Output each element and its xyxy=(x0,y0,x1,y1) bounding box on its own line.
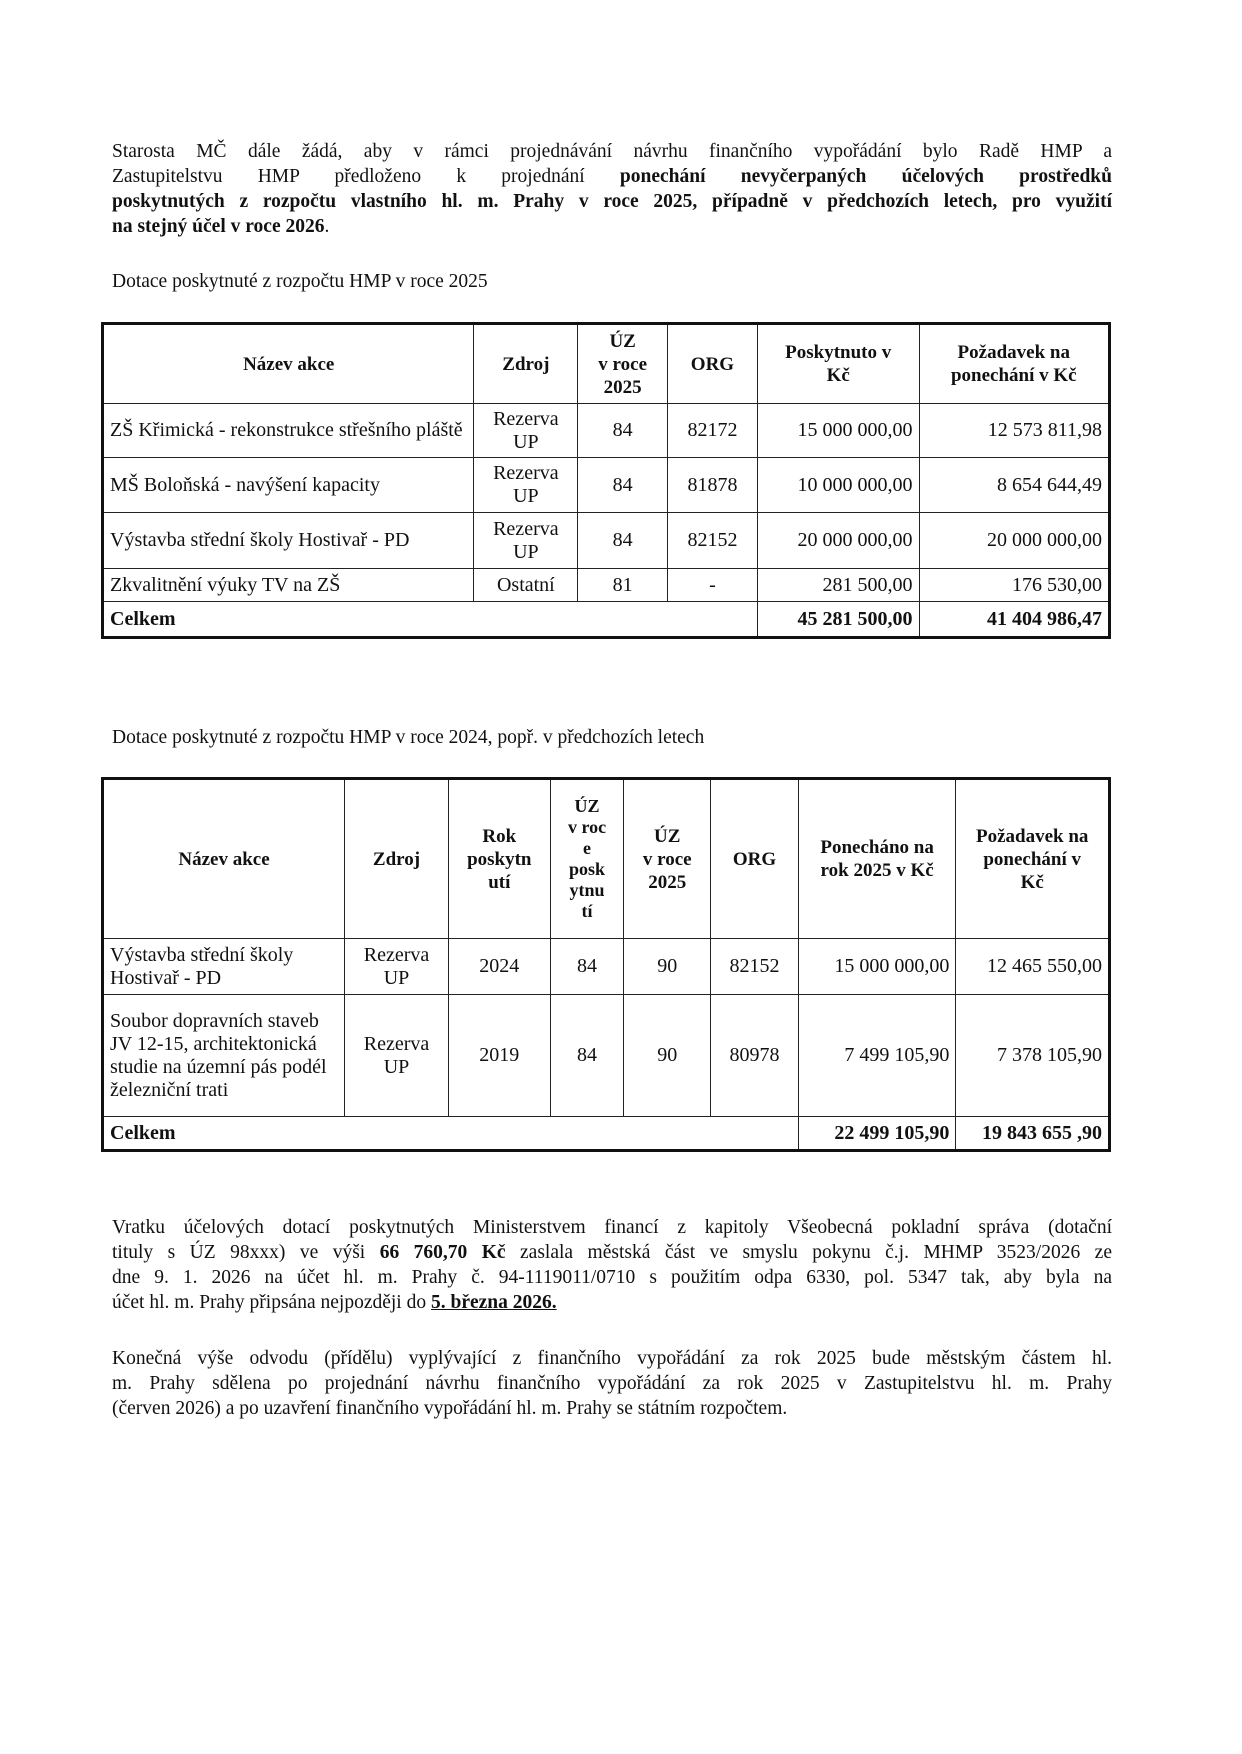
subsidy-table-2025 xyxy=(101,322,1111,639)
table-row xyxy=(103,995,1110,1117)
t1-cell-uz: 84 xyxy=(578,513,668,569)
t2-cell-org: 82152 xyxy=(711,939,799,995)
table1-header-row xyxy=(103,324,1110,404)
t2-cell-org: 80978 xyxy=(711,995,799,1117)
table-row xyxy=(103,458,1110,513)
t1-header-request-1: Požadavek na xyxy=(957,342,1070,363)
subsidy-table-2024-and-earlier xyxy=(101,777,1111,1152)
intro-paragraph xyxy=(112,139,1112,239)
t2-header-uzp-4: posk xyxy=(569,859,606,879)
t2-header-name: Název akce xyxy=(103,779,345,939)
t1-cell-source xyxy=(474,404,578,458)
t1-cell-uz: 84 xyxy=(578,404,668,458)
t2-cell-name: Výstavba střední školy Hostivař - PD xyxy=(103,939,345,995)
table2-header-row xyxy=(103,779,1110,939)
t2-header-uz-3: 2025 xyxy=(648,871,687,893)
table-row xyxy=(103,569,1110,602)
t2-header-uz-2: v roce xyxy=(642,848,692,870)
t2-cell-source-2: UP xyxy=(383,966,410,989)
intro-line-4-bold: na stejný účel v roce 2026 xyxy=(112,216,325,237)
t1-header-org: ORG xyxy=(668,324,758,404)
final-line-3: (červen 2026) a po uzavření finančního vypořádání hl. m. Prahy se státním rozpočtem. xyxy=(112,1398,788,1419)
refund-line-3: dne 9. 1. 2026 na účet hl. m. Prahy č. 94-1119011/0710 s použitím odpa 6330, pol. 5347 tak, aby byla na xyxy=(112,1267,1112,1288)
t2-cell-name: Soubor dopravních staveb JV 12-15, architektonická studie na územní pás podél železniční trati xyxy=(103,995,345,1117)
t2-cell-source-2: UP xyxy=(383,1055,410,1078)
intro-line-4-end: . xyxy=(324,216,330,237)
refund-line-4a: účet hl. m. Prahy připsána nejpozději do xyxy=(112,1292,431,1313)
refund-line-2 xyxy=(112,1240,1112,1265)
t2-header-request xyxy=(956,779,1110,939)
t1-cell-org: 82152 xyxy=(668,513,758,569)
t2-header-left xyxy=(798,779,956,939)
t1-cell-provided: 20 000 000,00 xyxy=(757,513,919,569)
t1-cell-name: Výstavba střední školy Hostivař - PD xyxy=(103,513,474,569)
t1-header-uz-1: ÚZ xyxy=(609,330,636,352)
refund-paragraph xyxy=(112,1215,1112,1315)
t1-cell-source xyxy=(474,458,578,513)
t1-total-request: 41 404 986,47 xyxy=(919,602,1110,638)
intro-line-3-bold: poskytnutých z rozpočtu vlastního hl. m. Prahy v roce 2025, případně v předchozích letech, pro využití xyxy=(112,191,1112,212)
t2-header-request-3: Kč xyxy=(1020,871,1044,893)
t1-cell-source-1: Rezerva xyxy=(493,407,559,430)
t2-cell-source-1: Rezerva xyxy=(363,943,430,966)
t2-header-uz-1: ÚZ xyxy=(654,825,681,847)
intro-line-2-bold: ponechání nevyčerpaných účelových prostředků xyxy=(619,166,1113,187)
t2-header-uzp-3: e xyxy=(583,838,592,858)
t1-total-provided: 45 281 500,00 xyxy=(757,602,919,638)
t2-header-request-2: ponechání v xyxy=(983,848,1082,870)
t1-header-request xyxy=(919,324,1110,404)
t2-cell-request: 7 378 105,90 xyxy=(956,995,1110,1117)
t2-header-uz xyxy=(624,779,711,939)
table-row xyxy=(103,939,1110,995)
t2-header-uzp-5: ytnu xyxy=(569,880,605,900)
t1-header-uz xyxy=(578,324,668,404)
t2-header-uzp-1: ÚZ xyxy=(574,796,600,816)
t2-cell-left: 7 499 105,90 xyxy=(798,995,956,1117)
final-line-1: Konečná výše odvodu (přídělu) vyplývající z finančního vypořádání za rok 2025 bude městským částem hl. xyxy=(112,1348,1112,1369)
t1-cell-uz: 81 xyxy=(578,569,668,602)
table1-total-row xyxy=(103,602,1110,638)
t1-cell-provided: 281 500,00 xyxy=(757,569,919,602)
t1-header-name: Název akce xyxy=(103,324,474,404)
t2-cell-request: 12 465 550,00 xyxy=(956,939,1110,995)
t1-cell-org: 82172 xyxy=(668,404,758,458)
t2-header-uz-provided xyxy=(550,779,624,939)
t2-cell-uz-provided: 84 xyxy=(550,995,624,1117)
t2-cell-uz-provided: 84 xyxy=(550,939,624,995)
t1-cell-source-2: UP xyxy=(513,430,539,453)
intro-line-2-text: Zastupitelstvu HMP předloženo k projednání xyxy=(112,166,620,187)
t2-cell-left: 15 000 000,00 xyxy=(798,939,956,995)
t1-cell-request: 20 000 000,00 xyxy=(919,513,1110,569)
refund-line-1: Vratku účelových dotací poskytnutých Ministerstvem financí z kapitoly Všeobecná pokladní správa (dotační xyxy=(112,1217,1112,1238)
t2-header-year xyxy=(448,779,550,939)
table-row xyxy=(103,404,1110,458)
t2-cell-uz: 90 xyxy=(624,939,711,995)
refund-deadline: 5. března 2026. xyxy=(430,1292,557,1313)
t2-cell-year: 2019 xyxy=(448,995,550,1117)
intro-line-1: Starosta MČ dále žádá, aby v rámci projednávání návrhu finančního vypořádání bylo Radě HMP a xyxy=(112,141,1112,162)
t1-cell-source xyxy=(474,569,578,602)
t1-cell-request: 176 530,00 xyxy=(919,569,1110,602)
t2-header-org: ORG xyxy=(711,779,799,939)
refund-amount: 66 760,70 Kč xyxy=(379,1242,506,1263)
t1-cell-name: MŠ Boloňská - navýšení kapacity xyxy=(103,458,474,513)
t2-header-uzp-2: v roc xyxy=(567,817,607,837)
intro-line-4 xyxy=(112,214,1112,239)
t1-cell-source-1: Rezerva xyxy=(493,462,559,484)
t1-cell-org: 81878 xyxy=(668,458,758,513)
t1-cell-name: Zkvalitnění výuky TV na ZŠ xyxy=(103,569,474,602)
t1-cell-source xyxy=(474,513,578,569)
t1-cell-provided: 15 000 000,00 xyxy=(757,404,919,458)
table-row xyxy=(103,513,1110,569)
t2-header-year-1: Rok xyxy=(482,825,517,847)
t1-header-provided-2: Kč xyxy=(826,365,850,386)
t2-cell-source xyxy=(345,939,449,995)
t1-cell-request: 8 654 644,49 xyxy=(919,458,1110,513)
t1-header-provided xyxy=(757,324,919,404)
t2-header-year-2: poskytn xyxy=(467,848,532,870)
t1-header-uz-3: 2025 xyxy=(603,376,642,398)
t2-total-left: 22 499 105,90 xyxy=(798,1117,956,1151)
t1-cell-uz: 84 xyxy=(578,458,668,513)
t1-cell-provided: 10 000 000,00 xyxy=(757,458,919,513)
table1-caption: Dotace poskytnuté z rozpočtu HMP v roce 2025 xyxy=(112,271,488,292)
t1-header-uz-2: v roce xyxy=(598,353,648,375)
t1-header-provided-1: Poskytnuto v xyxy=(785,342,892,363)
t2-header-uzp-6: tí xyxy=(581,901,593,921)
table2-total-row xyxy=(103,1117,1110,1151)
t2-header-source: Zdroj xyxy=(345,779,449,939)
t2-header-left-1: Ponecháno na xyxy=(820,837,934,858)
refund-line-4 xyxy=(112,1290,1112,1315)
final-paragraph xyxy=(112,1346,1112,1421)
t1-cell-source-1: Ostatní xyxy=(496,573,555,596)
t1-header-request-2: ponechání v Kč xyxy=(950,365,1077,386)
t1-cell-source-2: UP xyxy=(513,485,539,507)
t2-cell-year: 2024 xyxy=(448,939,550,995)
t1-cell-name: ZŠ Křimická - rekonstrukce střešního pláště xyxy=(103,404,474,458)
t1-cell-source-2: UP xyxy=(513,540,539,563)
t2-cell-source xyxy=(345,995,449,1117)
t2-header-year-3: utí xyxy=(488,871,511,893)
t1-cell-org: - xyxy=(668,569,758,602)
refund-line-2a: tituly s ÚZ 98xxx) ve výši xyxy=(112,1242,380,1263)
refund-line-2c: zaslala městská část ve smyslu pokynu č.j. MHMP 3523/2026 ze xyxy=(505,1242,1112,1263)
t1-total-label: Celkem xyxy=(103,602,758,638)
t2-total-request: 19 843 655 ,90 xyxy=(956,1117,1110,1151)
t2-cell-uz: 90 xyxy=(624,995,711,1117)
t2-header-left-2: rok 2025 v Kč xyxy=(820,860,934,881)
intro-line-2 xyxy=(112,164,1112,189)
table2-caption: Dotace poskytnuté z rozpočtu HMP v roce 2024, popř. v předchozích letech xyxy=(112,727,705,748)
t2-header-request-1: Požadavek na xyxy=(975,825,1089,847)
t1-cell-request: 12 573 811,98 xyxy=(919,404,1110,458)
t1-header-source: Zdroj xyxy=(474,324,578,404)
t2-total-label: Celkem xyxy=(103,1117,799,1151)
t2-cell-source-1: Rezerva xyxy=(363,1032,430,1055)
final-line-2: m. Prahy sdělena po projednání návrhu finančního vypořádání za rok 2025 v Zastupitelstvu hl. m. Prahy xyxy=(112,1373,1112,1394)
intro-line-3 xyxy=(112,189,1112,214)
t1-cell-source-1: Rezerva xyxy=(493,517,559,540)
